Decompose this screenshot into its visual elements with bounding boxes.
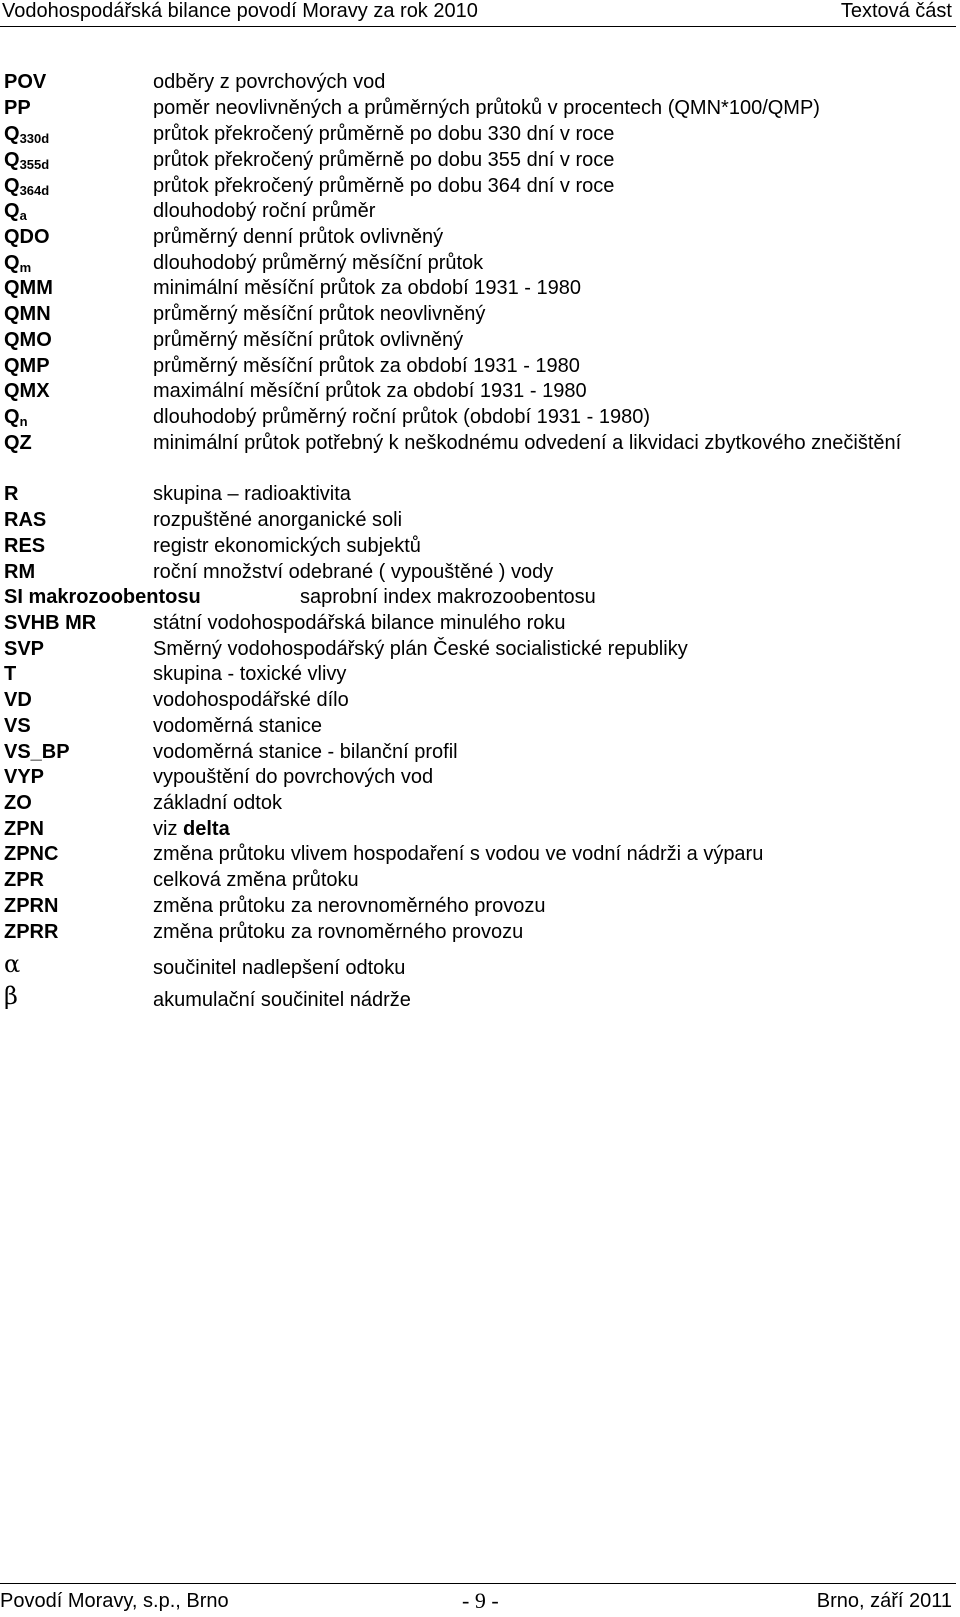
- abbreviation-term: [4, 70, 46, 94]
- abbreviation-definition-emphasis: delta: [183, 818, 230, 840]
- abbreviation-definition-text: změna průtoku vlivem hospodaření s vodou ve vodní nádrži a výparu: [153, 843, 764, 865]
- abbreviation-definition: [153, 199, 956, 223]
- abbreviation-term-text: QMM: [4, 277, 53, 299]
- abbreviation-term: [4, 405, 28, 434]
- abbreviation-term-text: R: [4, 483, 19, 505]
- abbreviation-term: [4, 740, 70, 764]
- page-header: [0, 0, 960, 22]
- abbreviation-definition-text: vodoměrná stanice - bilanční profil: [153, 741, 458, 763]
- abbreviation-term: [4, 817, 44, 841]
- footer-rule: [0, 1583, 956, 1584]
- abbreviation-definition: [153, 956, 956, 980]
- abbreviation-definition-text: skupina - toxické vlivy: [153, 663, 347, 685]
- abbreviation-definition: [153, 611, 956, 635]
- abbreviation-term: [4, 765, 44, 789]
- abbreviation-definition: [153, 688, 956, 712]
- abbreviation-term: [4, 148, 49, 177]
- abbreviation-definition-text: průtok překročený průměrně po dobu 355 dní v roce: [153, 149, 615, 171]
- abbreviation-definition-text: průměrný denní průtok ovlivněný: [153, 226, 444, 248]
- abbreviation-term-text: QMO: [4, 329, 52, 351]
- abbreviation-term: [4, 842, 58, 866]
- abbreviation-definition-text: registr ekonomických subjektů: [153, 535, 421, 557]
- abbreviation-definition: [153, 482, 956, 506]
- abbreviation-definition: [153, 791, 956, 815]
- abbreviation-definition-text: roční množství odebrané ( vypouštěné ) vody: [153, 561, 554, 583]
- abbreviation-term-text: ZPNC: [4, 843, 59, 865]
- abbreviation-definition-text: akumulační součinitel nádrže: [153, 989, 411, 1011]
- page-number: - 9 -: [462, 1588, 499, 1613]
- abbreviation-term: [4, 431, 32, 455]
- footer-date: Brno, září 2011: [816, 1590, 952, 1612]
- abbreviation-definition: [153, 988, 956, 1012]
- abbreviation-term-text: QMP: [4, 355, 50, 377]
- abbreviation-term-text: Q: [4, 123, 20, 145]
- abbreviation-term: [4, 276, 53, 300]
- abbreviation-definition: [153, 148, 956, 172]
- abbreviation-term-text: ZPRR: [4, 921, 59, 943]
- abbreviation-term: [4, 328, 52, 352]
- abbreviation-definition: [153, 637, 956, 661]
- abbreviation-term-text: VS_BP: [4, 741, 70, 763]
- abbreviation-term-text: ZPN: [4, 818, 44, 840]
- abbreviation-term-text: Q: [4, 175, 20, 197]
- header-title: Vodohospodářská bilance povodí Moravy za rok 2010: [2, 0, 478, 22]
- abbreviation-term-text: SI makrozoobentosu: [4, 586, 201, 608]
- abbreviation-term-text: Q: [4, 252, 20, 274]
- abbreviation-definition: [153, 405, 956, 429]
- abbreviation-definition-text: minimální průtok potřebný k neškodnému odvedení a likvidaci zbytkového znečištění: [153, 432, 902, 454]
- abbreviation-definition: [153, 560, 956, 584]
- abbreviation-definition-text: maximální měsíční průtok za období 1931 - 1980: [153, 380, 587, 402]
- abbreviation-definition-text: celková změna průtoku: [153, 869, 359, 891]
- abbreviation-term-text: RAS: [4, 509, 47, 531]
- abbreviation-definition-text: průměrný měsíční průtok za období 1931 - 1980: [153, 355, 580, 377]
- abbreviation-term-text: QZ: [4, 432, 32, 454]
- abbreviation-definition-text: Směrný vodohospodářský plán České socialistické republiky: [153, 638, 688, 660]
- page-footer: [0, 1589, 960, 1613]
- header-section: Textová část: [840, 0, 952, 22]
- abbreviation-definition-text: minimální měsíční průtok za období 1931 - 1980: [153, 277, 582, 299]
- abbreviation-definition: [153, 354, 956, 378]
- abbreviation-definition-text: státní vodohospodářská bilance minulého roku: [153, 612, 566, 634]
- abbreviation-definition: [153, 765, 956, 789]
- abbreviation-definition: [153, 96, 956, 120]
- abbreviation-definition: [153, 225, 956, 249]
- abbreviation-definition: [153, 714, 956, 738]
- abbreviation-definition: [153, 251, 956, 275]
- abbreviation-definition: [153, 302, 956, 326]
- abbreviation-subscript: m: [19, 260, 32, 275]
- abbreviation-term: [4, 354, 50, 378]
- abbreviation-definition: [153, 817, 956, 841]
- abbreviation-definition-text: dlouhodobý roční průměr: [153, 200, 376, 222]
- abbreviation-definition: [153, 70, 956, 94]
- abbreviation-definition-text: průměrný měsíční průtok ovlivněný: [153, 329, 464, 351]
- abbreviation-subscript: 364d: [19, 183, 50, 198]
- abbreviation-term: [4, 379, 50, 403]
- abbreviation-definition-text: poměr neovlivněných a průměrných průtoků v procentech (QMN*100/QMP): [153, 97, 820, 119]
- abbreviation-term-text: SVHB MR: [4, 612, 97, 634]
- abbreviation-term: [4, 122, 49, 151]
- abbreviation-term: [4, 662, 16, 686]
- abbreviation-term: [4, 225, 50, 249]
- abbreviation-term: [4, 199, 27, 228]
- abbreviation-term: [4, 920, 58, 944]
- abbreviation-definition-text: saprobní index makrozoobentosu: [300, 586, 596, 608]
- abbreviation-definition: [153, 431, 956, 455]
- abbreviation-term: [4, 637, 44, 661]
- abbreviation-definition-text: vodohospodářské dílo: [153, 689, 349, 711]
- abbreviation-term-text: VYP: [4, 766, 45, 788]
- abbreviation-term: [4, 560, 35, 584]
- abbreviation-term: [4, 482, 18, 506]
- abbreviation-term: [4, 984, 18, 1008]
- abbreviation-term-text: β: [4, 982, 18, 1010]
- abbreviation-term: [4, 714, 31, 738]
- abbreviation-term-text: RES: [4, 535, 46, 557]
- abbreviation-definition: [153, 662, 956, 686]
- abbreviation-definition-text: viz: [153, 818, 178, 840]
- abbreviation-definition-text: průtok překročený průměrně po dobu 364 dní v roce: [153, 175, 615, 197]
- abbreviation-term-text: VD: [4, 689, 32, 711]
- abbreviation-definition: [153, 920, 956, 944]
- abbreviation-definition: [153, 276, 956, 300]
- abbreviation-term-text: QDO: [4, 226, 50, 248]
- abbreviation-term-text: Q: [4, 406, 20, 428]
- abbreviation-subscript: a: [19, 208, 27, 223]
- abbreviation-definition-text: vodoměrná stanice: [153, 715, 322, 737]
- abbreviation-term-text: POV: [4, 71, 47, 93]
- abbreviation-term-text: QMX: [4, 380, 50, 402]
- abbreviation-term-text: T: [4, 663, 17, 685]
- abbreviation-definition: [153, 379, 956, 403]
- abbreviation-term-text: QMN: [4, 303, 51, 325]
- abbreviation-term: [4, 611, 96, 635]
- abbreviation-term-text: VS: [4, 715, 31, 737]
- abbreviation-term: [4, 534, 45, 558]
- abbreviation-term-text: PP: [4, 97, 31, 119]
- abbreviation-term: [4, 96, 31, 120]
- abbreviation-term: [4, 894, 58, 918]
- abbreviation-definition-text: součinitel nadlepšení odtoku: [153, 957, 406, 979]
- abbreviation-definition: [153, 534, 956, 558]
- header-rule: [0, 26, 956, 27]
- abbreviation-term: [4, 302, 51, 326]
- abbreviation-term-text: ZPRN: [4, 895, 59, 917]
- footer-organization: Povodí Moravy, s.p., Brno: [0, 1590, 229, 1612]
- abbreviation-definition: [153, 174, 956, 198]
- abbreviation-definition: [153, 868, 956, 892]
- abbreviation-term-text: α: [4, 950, 21, 978]
- abbreviation-definition: [153, 122, 956, 146]
- abbreviation-term: [4, 868, 44, 892]
- abbreviation-term-text: ZO: [4, 792, 32, 814]
- abbreviation-definition: [153, 508, 956, 532]
- abbreviation-definition-text: odběry z povrchových vod: [153, 71, 386, 93]
- abbreviation-definition: [300, 585, 956, 609]
- abbreviation-definition-text: dlouhodobý průměrný roční průtok (období 1931 - 1980): [153, 406, 650, 428]
- abbreviation-term: [4, 508, 46, 532]
- abbreviation-subscript: 355d: [19, 157, 50, 172]
- abbreviation-term-text: Q: [4, 200, 20, 222]
- abbreviation-subscript: 330d: [19, 131, 50, 146]
- abbreviation-definition-text: rozpuštěné anorganické soli: [153, 509, 403, 531]
- abbreviation-term: [4, 585, 201, 609]
- abbreviation-term-text: SVP: [4, 638, 45, 660]
- abbreviation-term: [4, 952, 20, 976]
- abbreviation-definition-text: průtok překročený průměrně po dobu 330 dní v roce: [153, 123, 615, 145]
- abbreviation-definition-text: průměrný měsíční průtok neovlivněný: [153, 303, 486, 325]
- abbreviation-term: [4, 791, 32, 815]
- abbreviation-definition: [153, 894, 956, 918]
- abbreviation-definition: [153, 842, 956, 866]
- abbreviation-definition: [153, 740, 956, 764]
- abbreviation-definition-text: základní odtok: [153, 792, 282, 814]
- abbreviation-definition-text: dlouhodobý průměrný měsíční průtok: [153, 252, 484, 274]
- abbreviation-term-text: RM: [4, 561, 36, 583]
- abbreviation-term: [4, 688, 32, 712]
- abbreviation-subscript: n: [19, 414, 28, 429]
- abbreviation-definition-text: vypouštění do povrchových vod: [153, 766, 434, 788]
- abbreviation-definition-text: skupina – radioaktivita: [153, 483, 351, 505]
- abbreviation-definition-text: změna průtoku za rovnoměrného provozu: [153, 921, 524, 943]
- abbreviation-term-text: Q: [4, 149, 20, 171]
- abbreviation-term-text: ZPR: [4, 869, 44, 891]
- abbreviation-definition: [153, 328, 956, 352]
- abbreviation-definition-text: změna průtoku za nerovnoměrného provozu: [153, 895, 546, 917]
